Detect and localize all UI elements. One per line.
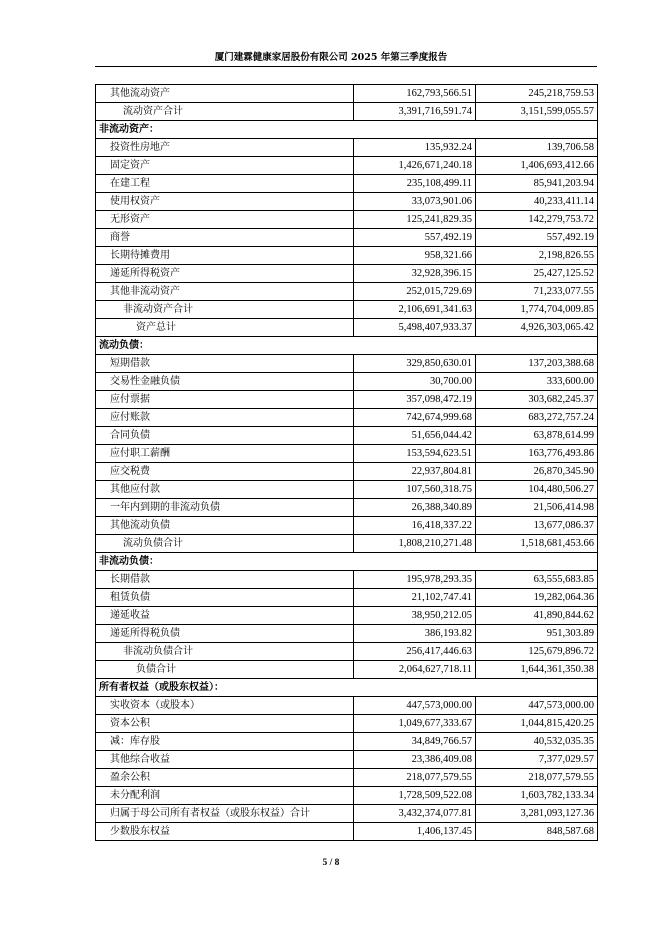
current-period-value: 1,808,210,271.48 bbox=[354, 535, 476, 553]
table-row bbox=[96, 445, 598, 463]
row-label: 应付账款 bbox=[96, 409, 354, 427]
current-period-value: 3,432,374,077.81 bbox=[354, 805, 476, 823]
table-row bbox=[96, 229, 598, 247]
row-label: 非流动资产合计 bbox=[96, 301, 354, 319]
current-period-value: 195,978,293.35 bbox=[354, 571, 476, 589]
table-row bbox=[96, 823, 598, 841]
current-period-value: 218,077,579.55 bbox=[354, 769, 476, 787]
row-label: 流动负债合计 bbox=[96, 535, 354, 553]
table-row bbox=[96, 643, 598, 661]
table-row bbox=[96, 805, 598, 823]
table-row bbox=[96, 157, 598, 175]
prior-period-value: 1,774,704,009.85 bbox=[476, 301, 598, 319]
row-label: 递延所得税资产 bbox=[96, 265, 354, 283]
row-label: 长期借款 bbox=[96, 571, 354, 589]
table-row bbox=[96, 391, 598, 409]
table-row bbox=[96, 373, 598, 391]
current-period-value: 958,321.66 bbox=[354, 247, 476, 265]
table-row bbox=[96, 85, 598, 103]
prior-period-value: 25,427,125.52 bbox=[476, 265, 598, 283]
current-period-value: 1,049,677,333.67 bbox=[354, 715, 476, 733]
row-label: 其他应付款 bbox=[96, 481, 354, 499]
row-label: 递延收益 bbox=[96, 607, 354, 625]
current-period-value: 16,418,337.22 bbox=[354, 517, 476, 535]
balance-sheet-body bbox=[96, 85, 598, 841]
prior-period-value: 1,603,782,133.34 bbox=[476, 787, 598, 805]
section-header-row bbox=[96, 121, 598, 139]
row-label: 一年内到期的非流动负债 bbox=[96, 499, 354, 517]
prior-period-value: 163,776,493.86 bbox=[476, 445, 598, 463]
prior-period-value: 13,677,086.37 bbox=[476, 517, 598, 535]
row-label: 递延所得税负债 bbox=[96, 625, 354, 643]
table-row bbox=[96, 499, 598, 517]
prior-period-value: 245,218,759.53 bbox=[476, 85, 598, 103]
prior-period-value: 125,679,896.72 bbox=[476, 643, 598, 661]
table-row bbox=[96, 463, 598, 481]
report-header-title: 厦门建霖健康家居股份有限公司 2025 年第三季度报告 bbox=[214, 52, 448, 63]
row-label: 实收资本（或股本） bbox=[96, 697, 354, 715]
row-label: 使用权资产 bbox=[96, 193, 354, 211]
current-period-value: 38,950,212.05 bbox=[354, 607, 476, 625]
current-period-value: 3,391,716,591.74 bbox=[354, 103, 476, 121]
prior-period-value: 557,492.19 bbox=[476, 229, 598, 247]
table-row bbox=[96, 103, 598, 121]
current-period-value: 5,498,407,933.37 bbox=[354, 319, 476, 337]
prior-period-value: 104,480,506.27 bbox=[476, 481, 598, 499]
prior-period-value: 333,600.00 bbox=[476, 373, 598, 391]
prior-period-value: 848,587.68 bbox=[476, 823, 598, 841]
current-period-value: 26,388,340.89 bbox=[354, 499, 476, 517]
row-label: 商誉 bbox=[96, 229, 354, 247]
current-period-value: 125,241,829.35 bbox=[354, 211, 476, 229]
row-label: 负债合计 bbox=[96, 661, 354, 679]
current-period-value: 742,674,999.68 bbox=[354, 409, 476, 427]
current-period-value: 33,073,901.06 bbox=[354, 193, 476, 211]
table-row bbox=[96, 697, 598, 715]
prior-period-value: 218,077,579.55 bbox=[476, 769, 598, 787]
prior-period-value: 40,532,035.35 bbox=[476, 733, 598, 751]
row-label: 应付票据 bbox=[96, 391, 354, 409]
current-period-value: 22,937,804.81 bbox=[354, 463, 476, 481]
table-row bbox=[96, 661, 598, 679]
row-label: 未分配利润 bbox=[96, 787, 354, 805]
row-label: 合同负债 bbox=[96, 427, 354, 445]
current-period-value: 23,386,409.08 bbox=[354, 751, 476, 769]
row-label: 其他流动资产 bbox=[96, 85, 354, 103]
row-label: 长期待摊费用 bbox=[96, 247, 354, 265]
section-header-row bbox=[96, 553, 598, 571]
table-row bbox=[96, 535, 598, 553]
row-label: 归属于母公司所有者权益（或股东权益）合计 bbox=[96, 805, 354, 823]
section-header-row bbox=[96, 679, 598, 697]
row-label: 流动资产合计 bbox=[96, 103, 354, 121]
current-period-value: 256,417,446.63 bbox=[354, 643, 476, 661]
prior-period-value: 41,890,844.62 bbox=[476, 607, 598, 625]
prior-period-value: 447,573,000.00 bbox=[476, 697, 598, 715]
prior-period-value: 19,282,064.36 bbox=[476, 589, 598, 607]
table-row bbox=[96, 247, 598, 265]
prior-period-value: 2,198,826.55 bbox=[476, 247, 598, 265]
section-label: 所有者权益（或股东权益）： bbox=[96, 679, 598, 697]
current-period-value: 329,850,630.01 bbox=[354, 355, 476, 373]
prior-period-value: 303,682,245.37 bbox=[476, 391, 598, 409]
table-row bbox=[96, 175, 598, 193]
table-row bbox=[96, 589, 598, 607]
prior-period-value: 40,233,411.14 bbox=[476, 193, 598, 211]
prior-period-value: 3,151,599,055.57 bbox=[476, 103, 598, 121]
current-period-value: 32,928,396.15 bbox=[354, 265, 476, 283]
section-label: 流动负债： bbox=[96, 337, 598, 355]
current-period-value: 557,492.19 bbox=[354, 229, 476, 247]
table-row bbox=[96, 211, 598, 229]
table-row bbox=[96, 355, 598, 373]
section-header-row bbox=[96, 337, 598, 355]
table-row bbox=[96, 193, 598, 211]
row-label: 其他流动负债 bbox=[96, 517, 354, 535]
row-label: 无形资产 bbox=[96, 211, 354, 229]
table-row bbox=[96, 733, 598, 751]
prior-period-value: 63,878,614.99 bbox=[476, 427, 598, 445]
prior-period-value: 21,506,414.98 bbox=[476, 499, 598, 517]
current-period-value: 2,064,627,718.11 bbox=[354, 661, 476, 679]
table-row bbox=[96, 139, 598, 157]
row-label: 其他非流动资产 bbox=[96, 283, 354, 301]
prior-period-value: 139,706.58 bbox=[476, 139, 598, 157]
row-label: 盈余公积 bbox=[96, 769, 354, 787]
row-label: 资本公积 bbox=[96, 715, 354, 733]
current-period-value: 107,560,318.75 bbox=[354, 481, 476, 499]
current-period-value: 357,098,472.19 bbox=[354, 391, 476, 409]
row-label: 应付职工薪酬 bbox=[96, 445, 354, 463]
current-period-value: 235,108,499.11 bbox=[354, 175, 476, 193]
table-row bbox=[96, 769, 598, 787]
page-number: 5 / 8 bbox=[322, 858, 340, 868]
row-label: 资产总计 bbox=[96, 319, 354, 337]
section-label: 非流动资产： bbox=[96, 121, 598, 139]
row-label: 投资性房地产 bbox=[96, 139, 354, 157]
table-row bbox=[96, 409, 598, 427]
prior-period-value: 1,644,361,350.38 bbox=[476, 661, 598, 679]
current-period-value: 30,700.00 bbox=[354, 373, 476, 391]
table-row bbox=[96, 715, 598, 733]
prior-period-value: 1,518,681,453.66 bbox=[476, 535, 598, 553]
table-row bbox=[96, 427, 598, 445]
prior-period-value: 1,406,693,412.66 bbox=[476, 157, 598, 175]
table-row bbox=[96, 319, 598, 337]
prior-period-value: 142,279,753.72 bbox=[476, 211, 598, 229]
current-period-value: 1,406,137.45 bbox=[354, 823, 476, 841]
prior-period-value: 951,303.89 bbox=[476, 625, 598, 643]
table-row bbox=[96, 481, 598, 499]
current-period-value: 252,015,729.69 bbox=[354, 283, 476, 301]
table-row bbox=[96, 301, 598, 319]
prior-period-value: 7,377,029.57 bbox=[476, 751, 598, 769]
row-label: 租赁负债 bbox=[96, 589, 354, 607]
prior-period-value: 4,926,303,065.42 bbox=[476, 319, 598, 337]
table-row bbox=[96, 607, 598, 625]
current-period-value: 21,102,747.41 bbox=[354, 589, 476, 607]
current-period-value: 447,573,000.00 bbox=[354, 697, 476, 715]
current-period-value: 2,106,691,341.63 bbox=[354, 301, 476, 319]
table-row bbox=[96, 283, 598, 301]
prior-period-value: 683,272,757.24 bbox=[476, 409, 598, 427]
current-period-value: 1,426,671,240.18 bbox=[354, 157, 476, 175]
current-period-value: 386,193.82 bbox=[354, 625, 476, 643]
prior-period-value: 3,281,093,127.36 bbox=[476, 805, 598, 823]
row-label: 固定资产 bbox=[96, 157, 354, 175]
prior-period-value: 71,233,077.55 bbox=[476, 283, 598, 301]
current-period-value: 162,793,566.51 bbox=[354, 85, 476, 103]
prior-period-value: 137,203,388.68 bbox=[476, 355, 598, 373]
table-row bbox=[96, 751, 598, 769]
section-label: 非流动负债： bbox=[96, 553, 598, 571]
current-period-value: 51,656,044.42 bbox=[354, 427, 476, 445]
prior-period-value: 63,555,683.85 bbox=[476, 571, 598, 589]
current-period-value: 1,728,509,522.08 bbox=[354, 787, 476, 805]
row-label: 交易性金融负债 bbox=[96, 373, 354, 391]
prior-period-value: 85,941,203.94 bbox=[476, 175, 598, 193]
table-row bbox=[96, 571, 598, 589]
table-row bbox=[96, 787, 598, 805]
row-label: 应交税费 bbox=[96, 463, 354, 481]
header-divider bbox=[95, 66, 597, 67]
balance-sheet-table bbox=[95, 84, 598, 841]
row-label: 非流动负债合计 bbox=[96, 643, 354, 661]
row-label: 其他综合收益 bbox=[96, 751, 354, 769]
table-row bbox=[96, 265, 598, 283]
row-label: 少数股东权益 bbox=[96, 823, 354, 841]
prior-period-value: 1,044,815,420.25 bbox=[476, 715, 598, 733]
table-row bbox=[96, 517, 598, 535]
prior-period-value: 26,870,345.90 bbox=[476, 463, 598, 481]
row-label: 减：库存股 bbox=[96, 733, 354, 751]
current-period-value: 34,849,766.57 bbox=[354, 733, 476, 751]
table-row bbox=[96, 625, 598, 643]
current-period-value: 135,932.24 bbox=[354, 139, 476, 157]
current-period-value: 153,594,623.51 bbox=[354, 445, 476, 463]
row-label: 在建工程 bbox=[96, 175, 354, 193]
row-label: 短期借款 bbox=[96, 355, 354, 373]
